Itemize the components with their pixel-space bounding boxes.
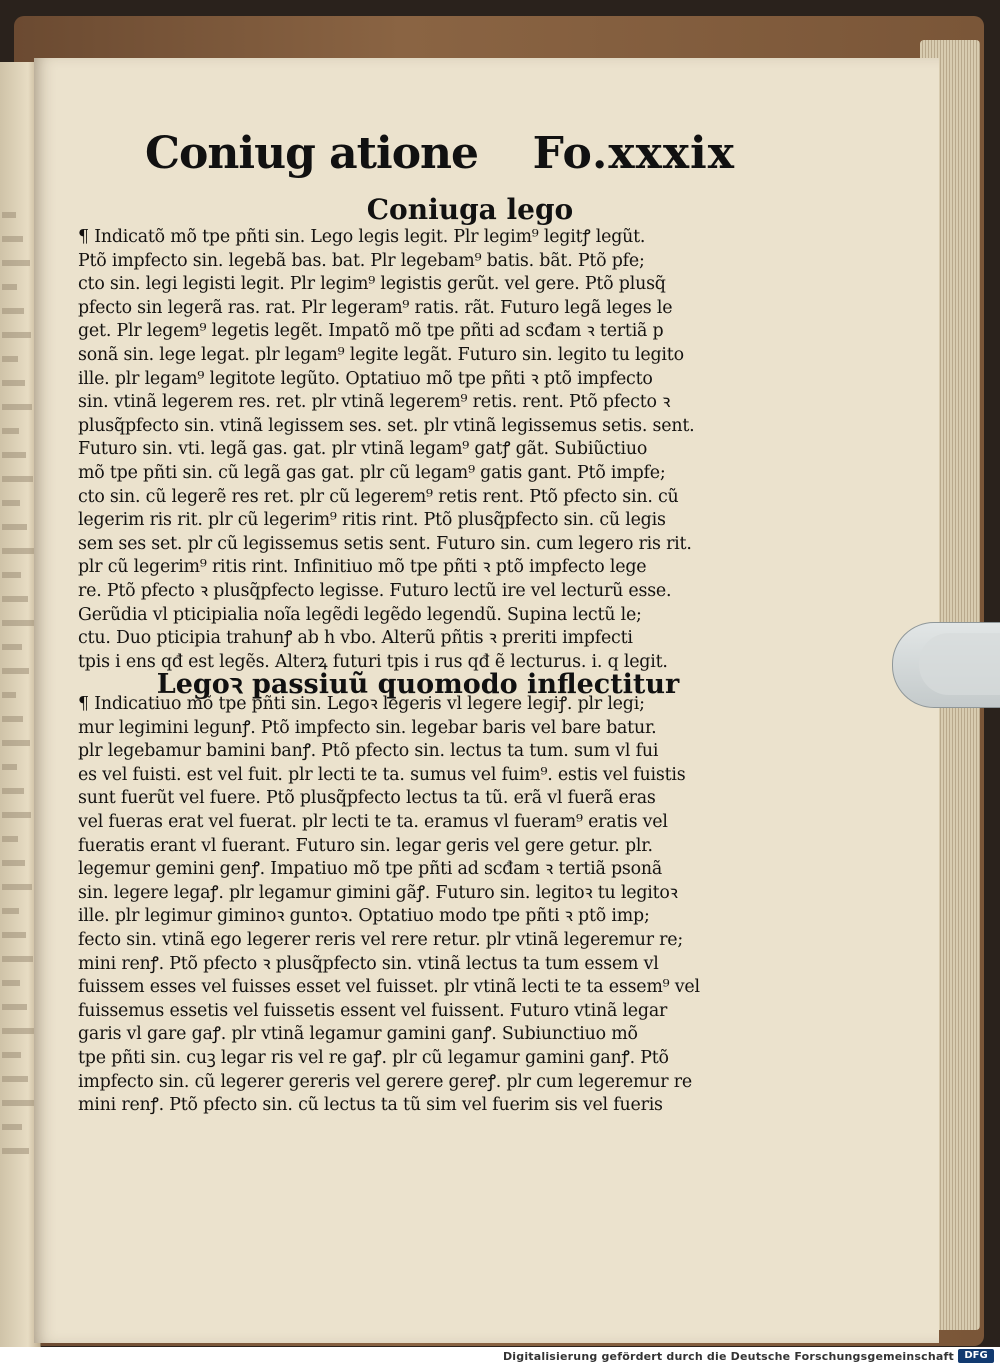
text-line: fuissem esses vel fuisses esset vel fuisset. plr vtinã lecti te ta essem⁹ vel bbox=[78, 977, 700, 998]
facing-page-text-ghost bbox=[2, 380, 25, 386]
text-line: tpis i ens qđ est legẽs. Alterꝝ futuri tpis i rus qđ ẽ lecturus. i. q legit. bbox=[78, 651, 668, 672]
facing-page-text-ghost bbox=[2, 764, 17, 770]
facing-page-text-ghost bbox=[2, 644, 22, 650]
facing-page-text-ghost bbox=[2, 356, 18, 362]
dfg-logo: DFG bbox=[958, 1349, 994, 1363]
text-line: sunt fuerũt vel fuere. Ptõ plusq̃pfecto lectus ta tũ. erã vl fuerã eras bbox=[78, 788, 656, 809]
facing-page-text-ghost bbox=[2, 1124, 22, 1130]
text-line: sonã sin. lege legat. plr legam⁹ legite legãt. Futuro sin. legito tu legito bbox=[78, 344, 684, 365]
facing-page-text-ghost bbox=[2, 404, 32, 410]
text-line: sin. legere legaꝭ. plr legamur gimini gãꝭ. Futuro sin. legitoꝛ tu legitoꝛ bbox=[78, 882, 678, 903]
text-line: pfecto sin legerã ras. rat. Plr legeram⁹ ratis. rãt. Futuro legã leges le bbox=[78, 297, 673, 318]
text-line: plusq̃pfecto sin. vtinã legissem ses. set. plr vtinã legissemus setis. sent. bbox=[78, 415, 695, 436]
facing-page-text-ghost bbox=[2, 884, 32, 890]
section-title-coniuga-lego: Coniuga lego bbox=[366, 193, 574, 226]
facing-page-text-ghost bbox=[2, 308, 24, 314]
facing-page-text-ghost bbox=[2, 716, 23, 722]
text-line: plr cũ legerim⁹ ritis rint. Infinitiuo mõ tpe pñti ꝛ ptõ impfecto lege bbox=[78, 557, 647, 578]
facing-page-text-ghost bbox=[2, 908, 19, 914]
text-line: legemur gemini genꝭ. Impatiuo mõ tpe pñti ad scđam ꝛ tertiã psonã bbox=[78, 859, 663, 880]
text-line: mur legimini legunꝭ. Ptõ impfecto sin. legebar baris vel bare batur. bbox=[78, 717, 657, 738]
text-line: cto sin. legi legisti legit. Plr legim⁹ legistis gerũt. vel gere. Ptõ plusq̃ bbox=[78, 274, 666, 295]
facing-page-text-ghost bbox=[2, 476, 33, 482]
facing-page-text-ghost bbox=[2, 812, 31, 818]
text-line: sin. vtinã legerem res. ret. plr vtinã legerem⁹ retis. rent. Ptõ pfecto ꝛ bbox=[78, 392, 671, 413]
facing-page-text-ghost bbox=[2, 524, 27, 530]
text-line: Ptõ impfecto sin. legebã bas. bat. Plr legebam⁹ batis. bãt. Ptõ pfe; bbox=[78, 250, 645, 271]
funding-note: Digitalisierung gefördert durch die Deutsche Forschungsgemeinschaft bbox=[502, 1350, 954, 1363]
facing-page-text-ghost bbox=[2, 332, 31, 338]
text-line: Futuro sin. vti. legã gas. gat. plr vtinã legam⁹ gatꝭ gãt. Subiũctiuo bbox=[78, 439, 648, 460]
facing-page-text-ghost bbox=[2, 284, 17, 290]
facing-page-text-ghost bbox=[2, 572, 21, 578]
running-title: Coniug atione bbox=[145, 128, 479, 179]
text-line: garis vl gare gaꝭ. plr vtinã legamur gamini ganꝭ. Subiunctiuo mõ bbox=[78, 1024, 638, 1045]
facing-page-text-ghost bbox=[2, 428, 19, 434]
facing-page-text-ghost bbox=[2, 500, 20, 506]
text-line: ille. plr legimur giminoꝛ guntoꝛ. Optatiuo modo tpe pñti ꝛ ptõ imp; bbox=[78, 906, 650, 927]
text-line: plr legebamur bamini banꝭ. Ptõ pfecto sin. lectus ta tum. sum vl fui bbox=[78, 741, 659, 762]
facing-page-text-ghost bbox=[2, 260, 30, 266]
facing-page-text-ghost bbox=[2, 788, 24, 794]
facing-page-text-ghost bbox=[2, 596, 28, 602]
text-line: fuissemus essetis vel fuissetis essent vel fuissent. Futuro vtinã legar bbox=[78, 1000, 668, 1021]
text-line: vel fueras erat vel fuerat. plr lecti te ta. eramus vl fueram⁹ eratis vel bbox=[78, 811, 668, 832]
text-line: ille. plr legam⁹ legitote legũto. Optatiuo mõ tpe pñti ꝛ ptõ impfecto bbox=[78, 368, 653, 389]
text-line: get. Plr legem⁹ legetis legẽt. Impatõ mõ tpe pñti ad scđam ꝛ tertiã p bbox=[78, 321, 664, 342]
text-line: sem ses set. plr cũ legissemus setis sent. Futuro sin. cum legero ris rit. bbox=[78, 533, 692, 554]
footer-bar bbox=[0, 1347, 1000, 1366]
facing-page-text-ghost bbox=[2, 1004, 27, 1010]
facing-page-text-ghost bbox=[2, 1052, 21, 1058]
facing-page-text-ghost bbox=[2, 548, 34, 554]
facing-page-text-ghost bbox=[2, 1100, 35, 1106]
section-text-active bbox=[78, 226, 718, 674]
text-line: fueratis erant vl fuerant. Futuro sin. legar geris vel gere getur. plr. bbox=[78, 835, 653, 856]
text-line: re. Ptõ pfecto ꝛ plusq̃pfecto legisse. Futuro lectũ ire vel lecturũ esse. bbox=[78, 580, 672, 601]
facing-page-text-ghost bbox=[2, 620, 35, 626]
facing-page-text-ghost bbox=[2, 1028, 34, 1034]
text-line: impfecto sin. cũ legerer gereris vel gerere gereꝭ. plr cum legeremur re bbox=[78, 1071, 692, 1092]
facing-page-text-ghost bbox=[2, 1076, 28, 1082]
text-line: es vel fuisti. est vel fuit. plr lecti te ta. sumus vel fuim⁹. estis vel fuistis bbox=[78, 764, 686, 785]
text-line: mõ tpe pñti sin. cũ legã gas gat. plr cũ legam⁹ gatis gant. Ptõ impfe; bbox=[78, 462, 666, 483]
text-line: tpe pñti sin. cuꝫ legar ris vel re gaꝭ. plr cũ legamur gamini ganꝭ. Ptõ bbox=[78, 1047, 669, 1068]
facing-page-text-ghost bbox=[2, 236, 23, 242]
text-line: ctu. Duo pticipia trahunꝭ ab h vbo. Alterũ pñtis ꝛ preriti impfecti bbox=[78, 628, 633, 649]
text-line: cto sin. cũ legerẽ res ret. plr cũ legerem⁹ retis rent. Ptõ pfecto sin. cũ bbox=[78, 486, 679, 507]
folio-number: Fo.xxxix bbox=[532, 128, 735, 179]
facing-page-text-ghost bbox=[2, 980, 20, 986]
facing-page-text-ghost bbox=[2, 956, 33, 962]
text-line: Gerũdia vl pticipialia noĩa legẽdi legẽdo legendũ. Supina lectũ le; bbox=[78, 604, 642, 625]
facing-page-text-ghost bbox=[2, 740, 30, 746]
facing-page-text-ghost bbox=[2, 836, 18, 842]
facing-page-text-ghost bbox=[2, 932, 26, 938]
text-line: mini renꝭ. Ptõ pfecto sin. cũ lectus ta tũ sim vel fuerim sis vel fueris bbox=[78, 1095, 663, 1116]
page-header bbox=[145, 128, 735, 192]
facing-page-text-ghost bbox=[2, 1148, 29, 1154]
text-line: ¶ Indicatõ mõ tpe pñti sin. Lego legis legit. Plr legim⁹ legitꝭ legũt. bbox=[78, 227, 646, 247]
facing-page-text-ghost bbox=[2, 452, 26, 458]
text-line: ¶ Indicatiuo mõ tpe pñti sin. Legoꝛ legeris vl legere legiꝭ. plr legi; bbox=[78, 694, 645, 714]
text-line: mini renꝭ. Ptõ pfecto ꝛ plusq̃pfecto sin. vtinã lectus ta tum essem vl bbox=[78, 953, 659, 974]
section-text-passive bbox=[78, 693, 718, 1118]
facing-page-text-ghost bbox=[2, 860, 25, 866]
text-line: legerim ris rit. plr cũ legerim⁹ ritis rint. Ptõ plusq̃pfecto sin. cũ legis bbox=[78, 510, 666, 531]
text-line: fecto sin. vtinã ego legerer reris vel rere retur. plr vtinã legeremur re; bbox=[78, 929, 684, 950]
section-title-lego-passiuum: Legoꝛ passiuũ quomodo inflectitur bbox=[156, 669, 680, 700]
